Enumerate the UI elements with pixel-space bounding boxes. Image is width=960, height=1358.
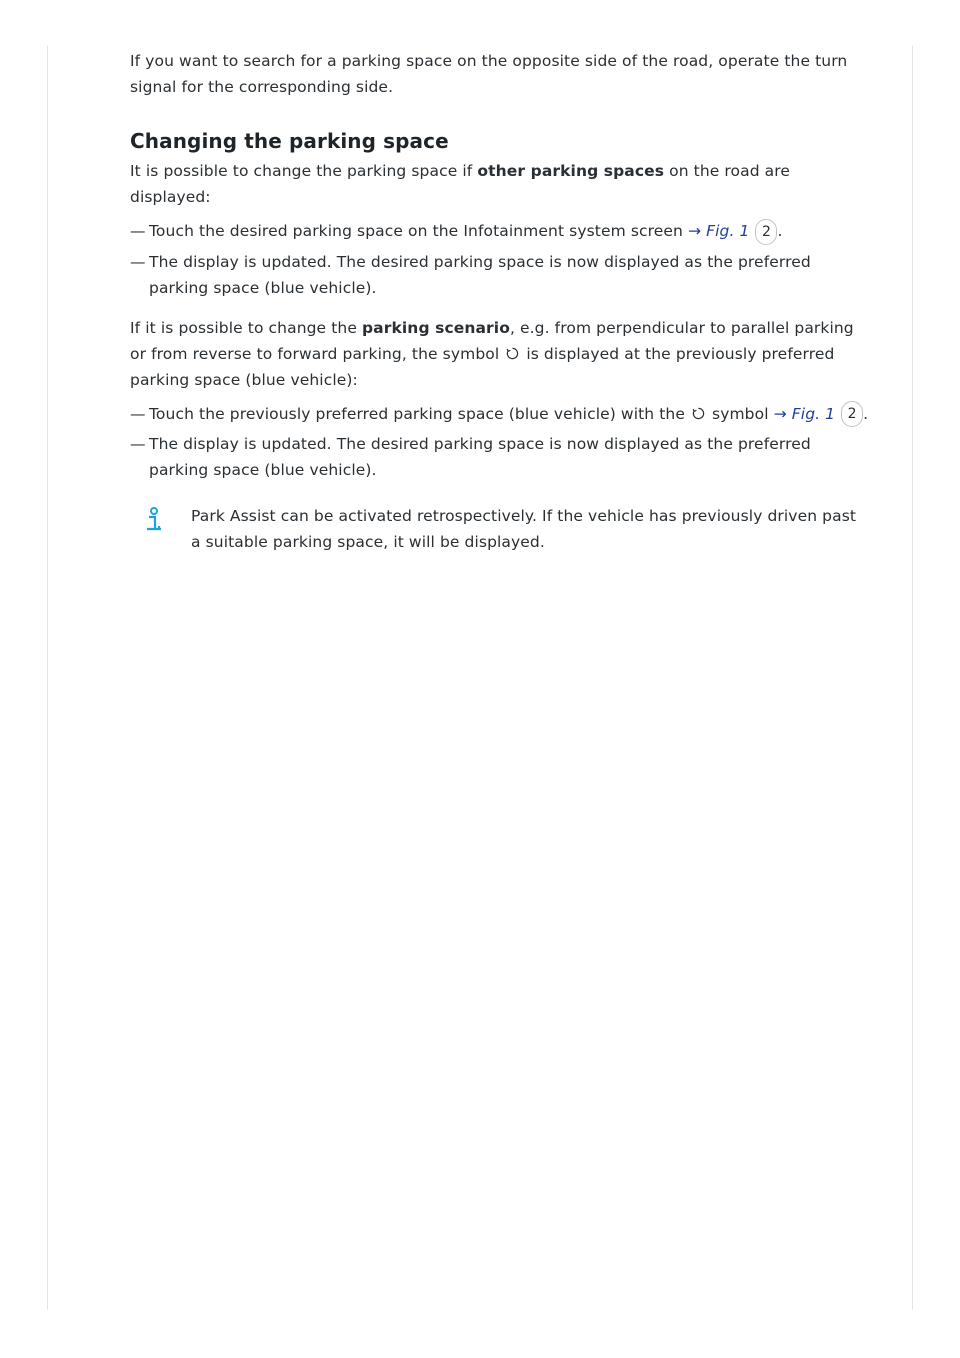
page-content bbox=[130, 48, 870, 555]
step-text: Touch the previously preferred parking space (blue vehicle) with the bbox=[149, 404, 690, 423]
arrow-icon: → bbox=[687, 222, 702, 240]
dash-bullet: — bbox=[130, 404, 146, 423]
step-end: . bbox=[777, 222, 783, 240]
change-space-paragraph bbox=[130, 158, 870, 210]
rotate-symbol-icon bbox=[506, 347, 519, 360]
paragraph-text: If it is possible to change the bbox=[130, 318, 362, 337]
steps-list bbox=[130, 401, 870, 484]
info-icon bbox=[144, 507, 164, 533]
callout-number: 2 bbox=[755, 219, 777, 245]
rotate-symbol-icon bbox=[692, 407, 705, 420]
steps-list bbox=[130, 218, 870, 301]
dash-bullet: — bbox=[130, 252, 146, 271]
left-margin-rule bbox=[47, 46, 48, 1310]
dash-bullet: — bbox=[130, 222, 146, 240]
list-item bbox=[130, 218, 870, 245]
section-heading: Changing the parking space bbox=[130, 129, 449, 153]
arrow-icon: → bbox=[773, 404, 787, 423]
step-text: symbol bbox=[707, 404, 774, 423]
paragraph-text: , e.g. from perpendicular to parallel parking or from reverse to forward parking, the symbol bbox=[130, 318, 854, 363]
paragraph-text: It is possible to change the parking space if bbox=[130, 162, 478, 180]
bold-term: other parking spaces bbox=[477, 162, 665, 180]
step-end: . bbox=[863, 404, 869, 423]
step-text: The display is updated. The desired parking space is now displayed as the preferred parking space (blue vehicle). bbox=[149, 435, 811, 479]
intro-paragraph: If you want to search for a parking space on the opposite side of the road, operate the turn signal for the corresponding side. bbox=[130, 52, 848, 96]
note-text: Park Assist can be activated retrospectively. If the vehicle has previously driven past a suitable parking space, it will be displayed. bbox=[191, 507, 857, 551]
step-text: Touch the desired parking space on the Infotainment system screen bbox=[149, 222, 688, 240]
list-item bbox=[130, 249, 870, 301]
dash-bullet: — bbox=[130, 435, 146, 453]
paragraph-text: on the road are displayed: bbox=[130, 162, 791, 206]
figure-link[interactable]: Fig. 1 bbox=[706, 222, 750, 240]
callout-number: 2 bbox=[841, 401, 863, 427]
right-margin-rule bbox=[912, 46, 913, 1310]
paragraph-text: is displayed at the previously preferred parking space (blue vehicle): bbox=[130, 344, 835, 389]
list-item bbox=[130, 401, 870, 428]
info-note bbox=[130, 503, 870, 555]
figure-link[interactable]: Fig. 1 bbox=[791, 404, 836, 423]
step-text: The display is updated. The desired parking space is now displayed as the preferred parking space (blue vehicle). bbox=[149, 252, 811, 297]
scenario-paragraph bbox=[130, 315, 870, 393]
bold-term: parking scenario bbox=[361, 318, 510, 337]
list-item bbox=[130, 431, 870, 483]
